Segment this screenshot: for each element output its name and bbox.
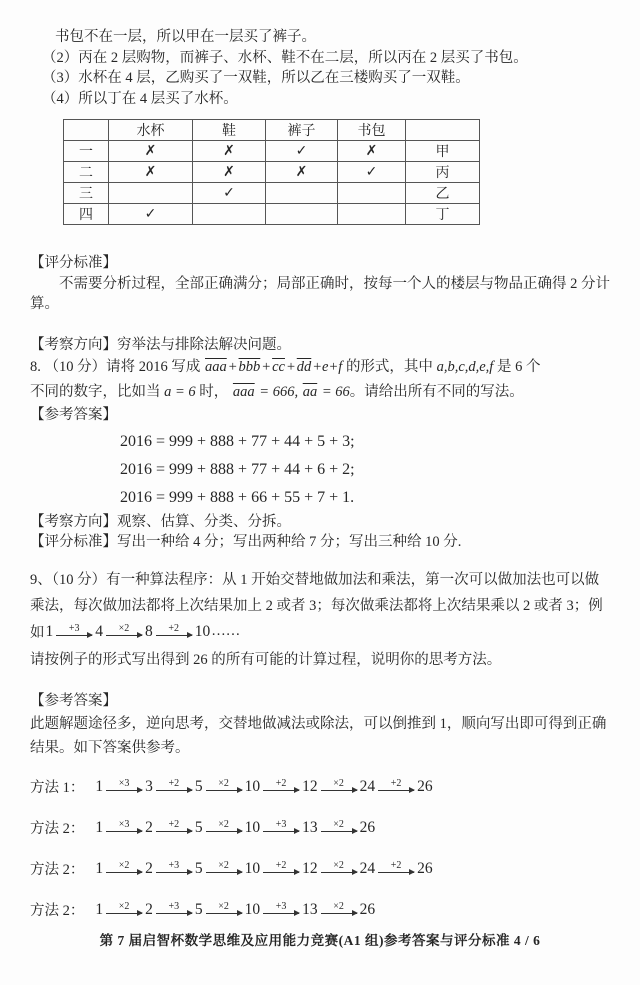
arrow-shaft	[263, 872, 299, 873]
method-label: 方法 2：	[30, 862, 85, 878]
arrow-shaft	[156, 913, 192, 914]
reference-answer-heading: 【参考答案】	[30, 407, 117, 423]
arrow-shaft	[206, 790, 242, 791]
right-arrow-icon	[321, 861, 357, 873]
table-header-cell: 水杯	[109, 120, 193, 141]
operation-label: +3	[68, 622, 80, 634]
floor-label-cell: 一	[64, 141, 109, 162]
right-arrow-icon	[206, 779, 242, 791]
operation-label: ×2	[333, 818, 344, 830]
right-arrow-icon	[106, 624, 142, 636]
equation-list	[120, 428, 610, 512]
arrow-shaft	[156, 831, 192, 832]
right-arrow-icon	[106, 861, 142, 873]
right-arrow-icon	[156, 624, 192, 636]
arrow-shaft	[378, 790, 414, 791]
arrow-shaft	[321, 872, 357, 873]
operation-label: +3	[168, 900, 180, 912]
scoring-standard-line: 【评分标准】写出一种给 4 分；写出两种给 7 分；写出三种给 10 分.	[30, 534, 462, 550]
right-arrow-icon	[321, 779, 357, 791]
person-label-cell: 乙	[406, 183, 480, 204]
sequence-number: 3	[145, 777, 153, 795]
table-header-row	[64, 120, 480, 141]
table-header-cell: 鞋	[193, 120, 266, 141]
sequence-number: 2	[145, 859, 153, 877]
mark-cell: ✓	[109, 204, 193, 225]
exam-direction-line: 【考察方向】穷举法与排除法解决问题。	[30, 336, 291, 353]
floor-label-cell: 三	[64, 183, 109, 204]
math-segment: +e+f	[312, 359, 343, 375]
table-row	[64, 141, 480, 162]
operation-label: +3	[275, 818, 287, 830]
method-sequence	[94, 819, 376, 837]
sequence-number: 5	[194, 900, 203, 918]
math-overline-term: $\overline{aaa}$	[205, 359, 227, 375]
math-overline-term: $\overline{aaa}$	[232, 384, 255, 400]
arrow-shaft	[206, 872, 242, 873]
operation-label: ×3	[118, 777, 130, 789]
method-line	[30, 817, 610, 839]
right-arrow-icon	[106, 902, 142, 914]
sequence-number: 10	[244, 818, 261, 836]
exam-direction-line: 【考察方向】观察、估算、分类、分拆。	[30, 513, 291, 530]
reference-answer-heading: 【参考答案】	[30, 693, 117, 709]
problem-8-text	[30, 355, 610, 380]
example-sequence-line	[30, 619, 610, 645]
right-arrow-icon	[263, 820, 299, 832]
math-overline-term: $\overline{cc}$	[272, 359, 285, 375]
right-arrow-icon	[321, 820, 357, 832]
right-arrow-icon	[56, 624, 92, 636]
answer-note: 结果。如下答案供参考。	[30, 740, 190, 756]
mark-cell: ✓	[338, 162, 406, 183]
right-arrow-icon	[206, 820, 242, 832]
math-segment: +	[285, 359, 296, 375]
sequence-number: 24	[359, 777, 376, 795]
equation: 2016 = 999 + 888 + 66 + 55 + 7 + 1.	[120, 488, 355, 506]
text-segment: 不同的数字，比如当	[30, 384, 165, 400]
operation-label: ×2	[333, 900, 344, 912]
mark-cell	[193, 204, 266, 225]
problem-9-request: 请按例子的形式写出得到 26 的所有可能的计算过程，说明你的思考方法。	[30, 651, 502, 668]
right-arrow-icon	[263, 779, 299, 791]
intro-line: （3）水杯在 4 层，乙购买了一双鞋，所以乙在三楼购买了一双鞋。	[42, 70, 470, 86]
mark-cell: ✓	[193, 183, 266, 204]
floor-label-cell: 四	[64, 204, 109, 225]
table-header-cell: 裤子	[266, 120, 338, 141]
problem-9-text: 乘法，每次做加法都将上次结果加上 2 或者 3；每次做乘法都将上次结果乘以 2 或者 3；例	[30, 597, 603, 614]
operation-label: +2	[275, 859, 287, 871]
mark-cell	[338, 183, 406, 204]
intro-line: 书包不在一层，所以甲在一层买了裤子。	[55, 29, 316, 45]
arrow-shaft	[106, 831, 142, 832]
right-arrow-icon	[321, 902, 357, 914]
mark-cell	[266, 183, 338, 204]
table-header-cell	[64, 120, 109, 141]
operation-label: ×2	[118, 622, 130, 634]
arrow-shaft	[263, 913, 299, 914]
math-overline-term: $\overline{dd}$	[296, 359, 312, 375]
mark-cell: ✗	[109, 141, 193, 162]
arrow-shaft	[106, 635, 142, 636]
method-line	[30, 858, 610, 880]
sequence-number: 2	[145, 818, 153, 836]
problem-9-text: 9、（10 分）有一种算法程序：从 1 开始交替地做加法和乘法，第一次可以做加法也可以做	[30, 571, 600, 588]
right-arrow-icon	[378, 861, 414, 873]
text-segment: 的形式，其中	[342, 359, 437, 375]
person-label-cell: 丁	[406, 204, 480, 225]
table-header-cell: 书包	[338, 120, 406, 141]
method-line	[30, 776, 610, 798]
sequence-number: 24	[359, 859, 376, 877]
right-arrow-icon	[106, 820, 142, 832]
scoring-standard-text: 算。	[30, 296, 59, 312]
mark-cell: ✗	[266, 162, 338, 183]
method-label: 方法 2：	[30, 821, 85, 837]
sequence-number: 10	[244, 777, 261, 795]
operation-label: +3	[168, 859, 180, 871]
math-overline-term: $\overline{aa}$	[302, 384, 318, 400]
math-segment: +	[227, 359, 238, 375]
sequence-number: 13	[302, 900, 318, 918]
math-segment: = 66	[318, 384, 350, 400]
math-segment: = 666,	[255, 384, 302, 400]
arrow-shaft	[263, 790, 299, 791]
floor-label-cell: 二	[64, 162, 109, 183]
sequence-number: 26	[359, 818, 376, 836]
scoring-standard-text: 不需要分析过程，全部正确满分；局部正确时，按每一个人的楼层与物品正确得 2 分计	[59, 275, 610, 292]
operation-label: ×2	[218, 900, 229, 912]
sequence-number: 10	[244, 900, 261, 918]
sequence-number: 1	[95, 777, 104, 795]
mark-cell	[338, 204, 406, 225]
sequence-number: 13	[302, 818, 318, 836]
mark-cell	[109, 183, 193, 204]
arrow-shaft	[378, 872, 414, 873]
table-header-cell	[406, 120, 480, 141]
table-row	[64, 183, 480, 204]
sequence-number: 26	[417, 859, 433, 877]
sequence-number: 10	[194, 622, 211, 640]
sequence-number: 2	[145, 900, 153, 918]
sequence-number: 1	[95, 818, 104, 836]
operation-label: +2	[390, 777, 402, 789]
sequence-number: 5	[194, 777, 203, 795]
text-segment: 时，	[195, 384, 232, 400]
mark-cell: ✗	[109, 162, 193, 183]
right-arrow-icon	[206, 861, 242, 873]
operation-label: +2	[168, 818, 180, 830]
operation-label: ×2	[218, 818, 229, 830]
right-arrow-icon	[378, 779, 414, 791]
sequence-number: 12	[302, 777, 318, 795]
arrow-shaft	[321, 790, 357, 791]
right-arrow-icon	[106, 779, 142, 791]
sequence-number: 12	[302, 859, 318, 877]
intro-paragraph	[30, 27, 610, 109]
operation-label: +2	[275, 777, 287, 789]
text-segment: 是 6 个	[493, 359, 541, 375]
equation: 2016 = 999 + 888 + 77 + 44 + 5 + 3;	[120, 432, 355, 450]
example-suffix: ……	[211, 623, 241, 639]
operation-label: ×2	[218, 859, 229, 871]
sequence-number: 26	[417, 777, 433, 795]
arrow-shaft	[156, 872, 192, 873]
right-arrow-icon	[263, 861, 299, 873]
operation-label: ×3	[118, 818, 130, 830]
math-segment: +	[261, 359, 272, 375]
arrow-shaft	[206, 913, 242, 914]
arrow-shaft	[56, 635, 92, 636]
text-segment: 。请给出所有不同的写法。	[349, 384, 524, 400]
operation-label: ×2	[333, 859, 344, 871]
page-footer: 第 7 届启智杯数学思维及应用能力竞赛(A1 组)参考答案与评分标准 4 / 6	[99, 932, 541, 948]
operation-label: +2	[390, 859, 402, 871]
sequence-number: 8	[145, 622, 153, 640]
arrow-shaft	[263, 831, 299, 832]
operation-label: ×2	[333, 777, 344, 789]
method-sequence	[94, 901, 376, 919]
math-segment: a,b,c,d,e,f	[436, 359, 494, 375]
answer-note: 此题解题途径多，逆向思考，交替地做减法或除法，可以倒推到 1，顺向写出即可得到正确	[30, 715, 607, 732]
operation-label: +3	[275, 900, 287, 912]
operation-label: ×2	[118, 900, 130, 912]
method-sequence	[94, 860, 433, 878]
operation-label: +2	[168, 622, 180, 634]
sequence-number: 5	[194, 818, 203, 836]
text-segment: 8. （10 分）请将 2016 写成	[30, 359, 204, 375]
math-overline-term: $\overline{bbb}$	[238, 359, 261, 375]
mark-cell: ✗	[193, 162, 266, 183]
arrow-shaft	[106, 913, 142, 914]
arrow-shaft	[206, 831, 242, 832]
math-segment: a = 6	[164, 384, 196, 400]
example-prefix: 如	[30, 625, 45, 641]
mark-cell	[266, 204, 338, 225]
arrow-shaft	[106, 872, 142, 873]
problem-8-text	[30, 380, 610, 405]
arrow-shaft	[321, 913, 357, 914]
sequence-number: 1	[95, 900, 104, 918]
sequence-number: 1	[45, 622, 54, 640]
operation-label: +2	[168, 777, 180, 789]
arrow-shaft	[106, 790, 142, 791]
scoring-standard-heading: 【评分标准】	[30, 255, 117, 271]
method-label: 方法 2：	[30, 903, 85, 919]
person-label-cell: 甲	[406, 141, 480, 162]
method-label: 方法 1：	[30, 780, 85, 796]
method-sequence	[94, 778, 433, 796]
right-arrow-icon	[156, 902, 192, 914]
intro-line: （4）所以丁在 4 层买了水杯。	[42, 90, 238, 107]
sequence-number: 1	[95, 859, 104, 877]
method-line	[30, 899, 610, 921]
operation-label: ×2	[218, 777, 229, 789]
table-row	[64, 204, 480, 225]
mark-cell: ✗	[193, 141, 266, 162]
right-arrow-icon	[263, 902, 299, 914]
equation: 2016 = 999 + 888 + 77 + 44 + 6 + 2;	[120, 460, 355, 478]
arrow-shaft	[156, 790, 192, 791]
intro-line: （2）丙在 2 层购物，而裤子、水杯、鞋不在二层，所以丙在 2 层买了书包。	[42, 49, 528, 66]
right-arrow-icon	[156, 779, 192, 791]
right-arrow-icon	[206, 902, 242, 914]
operation-label: ×2	[118, 859, 130, 871]
sequence-number: 4	[95, 622, 103, 640]
person-label-cell: 丙	[406, 162, 480, 183]
right-arrow-icon	[156, 861, 192, 873]
floor-item-logic-table	[63, 119, 480, 225]
arrow-shaft	[156, 635, 192, 636]
sequence-number: 26	[359, 900, 376, 918]
right-arrow-icon	[156, 820, 192, 832]
mark-cell: ✓	[266, 141, 338, 162]
sequence-number: 5	[194, 859, 203, 877]
table-row	[64, 162, 480, 183]
mark-cell: ✗	[338, 141, 406, 162]
sequence-number: 10	[244, 859, 261, 877]
example-sequence	[45, 623, 212, 641]
arrow-shaft	[321, 831, 357, 832]
